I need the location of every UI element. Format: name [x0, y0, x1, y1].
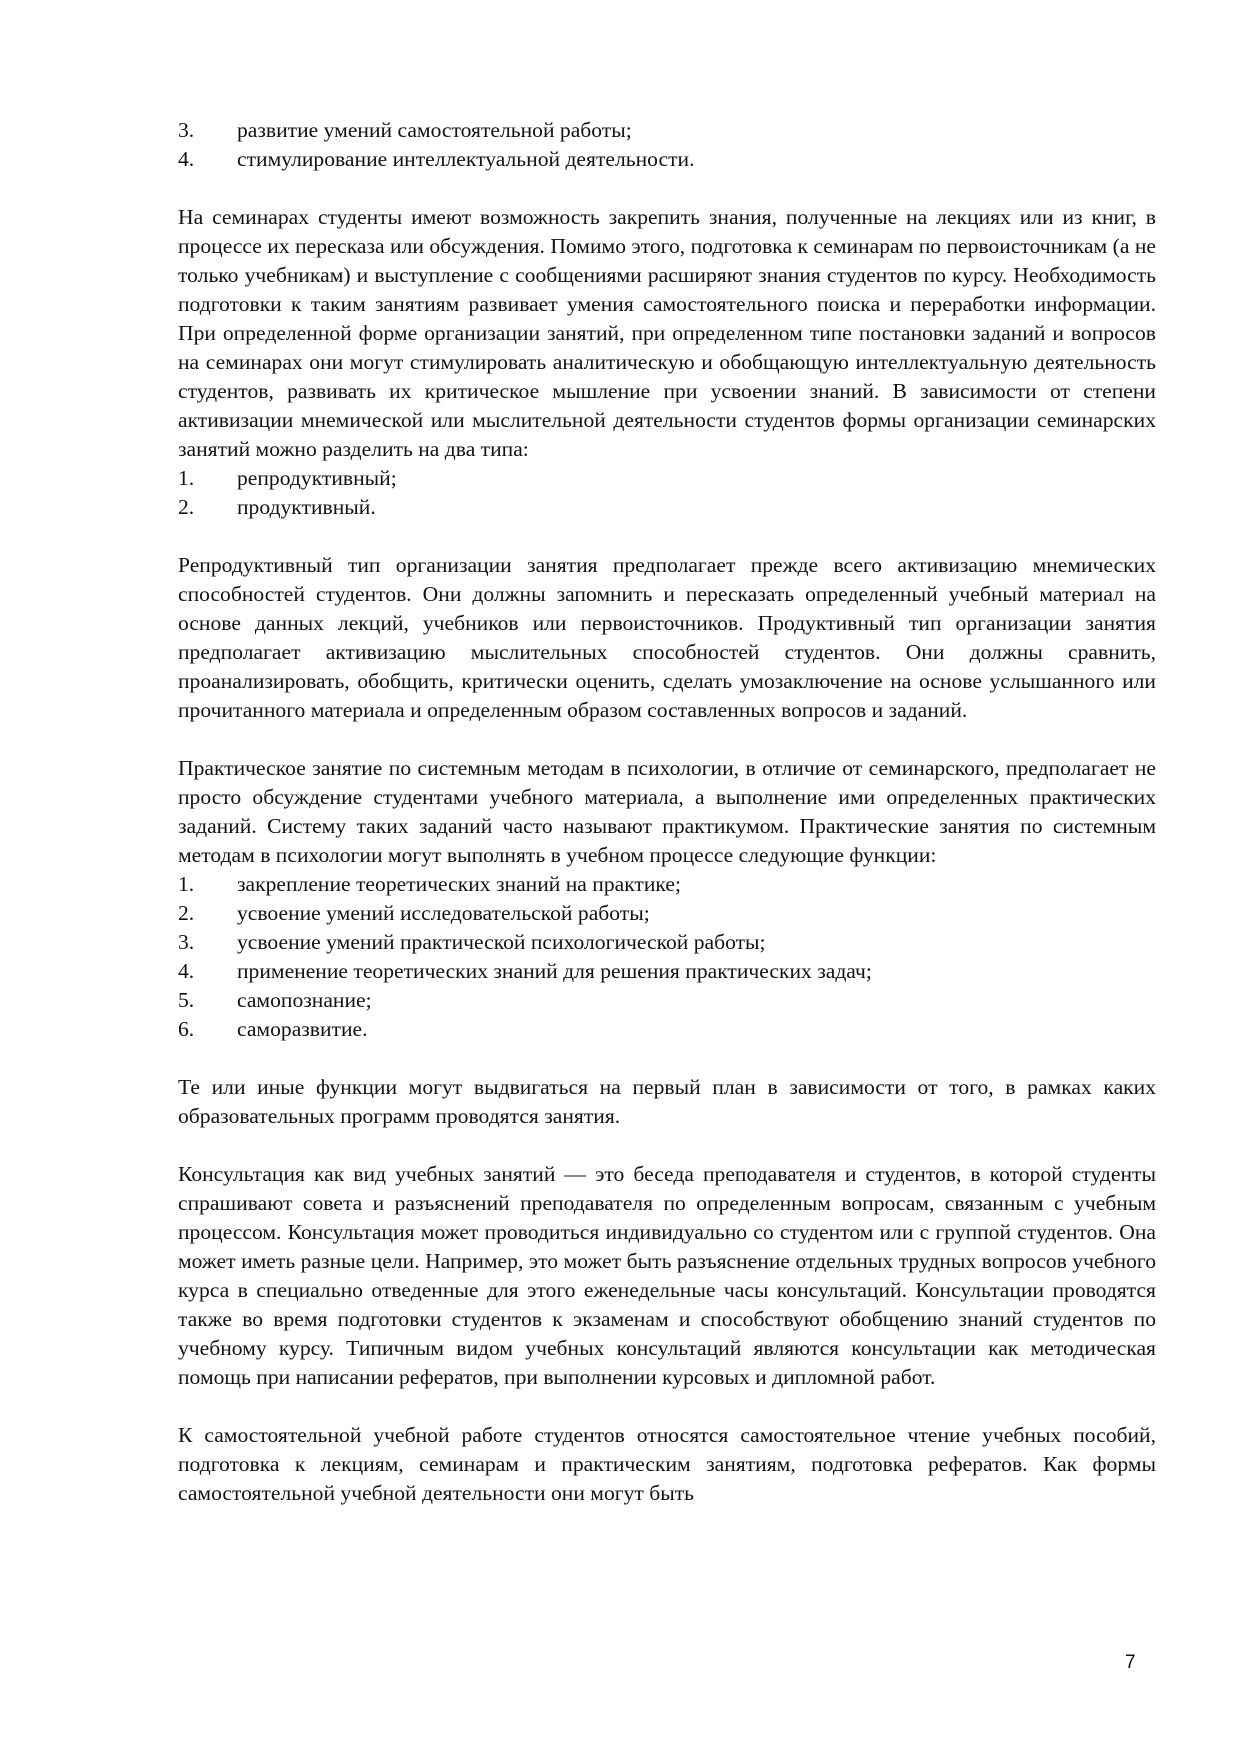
list-item-text: развитие умений самостоятельной работы;: [237, 118, 632, 142]
list-item-number: 2.: [178, 901, 195, 925]
list-item: [178, 928, 1156, 957]
paragraph-reproductive: Репродуктивный тип организации занятия предполагает прежде всего активизацию мнемических способностей студентов. Они должны запомнить и пересказать определенный учебный материал на основе данных лекций, учебников или первоисточников. Продуктивный тип организации занятия предполагает активизацию мыслительных способностей студентов. Они должны сравнить, проанализировать, обобщить, критически оценить, сделать умозаключение на основе услышанного или прочитанного материала и определенным образом составленных вопросов и заданий.: [178, 553, 1156, 722]
list-item: [178, 116, 1156, 145]
list-item-number: 2.: [178, 495, 195, 519]
paragraph-seminars: На семинарах студенты имеют возможность закрепить знания, полученные на лекциях или из книг, в процессе их пересказа или обсуждения. Помимо этого, подготовка к семинарам по первоисточникам (а не только учебникам) и выступление с сообщениями расширяют знания студентов по курсу. Необходимость подготовки к таким занятиям развивает умения самостоятельного поиска и переработки информации. При определенной форме организации занятий, при определенном типе постановки заданий и вопросов на семинарах они могут стимулировать аналитическую и обобщающую интеллектуальную деятельность студентов, развивать их критическое мышление при усвоении знаний. В зависимости от степени активизации мнемической или мыслительной деятельности студентов формы организации семинарских занятий можно разделить на два типа:: [178, 205, 1156, 461]
list-item: [178, 899, 1156, 928]
list-item-number: 1.: [178, 872, 195, 896]
list-item: [178, 870, 1156, 899]
list-item-number: 5.: [178, 988, 195, 1012]
list-item-number: 3.: [178, 118, 195, 142]
list-item-text: усвоение умений практической психологической работы;: [237, 930, 766, 954]
list-top: [178, 116, 1156, 174]
list-item: [178, 464, 1156, 493]
paragraph-practical: Практическое занятие по системным методам в психологии, в отличие от семинарского, предполагает не просто обсуждение студентами учебного материала, а выполнение ими определенных практических заданий. Систему таких заданий часто называют практикумом. Практические занятия по системным методам в психологии могут выполнять в учебном процессе следующие функции:: [178, 756, 1156, 867]
list-item-number: 6.: [178, 1017, 195, 1041]
list-item: [178, 957, 1156, 986]
list-item-text: самопознание;: [237, 988, 372, 1012]
list-functions: [178, 870, 1156, 1044]
list-item-text: репродуктивный;: [237, 466, 397, 490]
list-item-text: закрепление теоретических знаний на практике;: [237, 872, 681, 896]
list-item-text: продуктивный.: [237, 495, 376, 519]
list-item: [178, 145, 1156, 174]
paragraph-independent-work: К самостоятельной учебной работе студентов относятся самостоятельное чтение учебных пособий, подготовка к лекциям, семинарам и практическим занятиям, подготовка рефератов. Как формы самостоятельной учебной деятельности они могут быть: [178, 1423, 1156, 1505]
list-item: [178, 1015, 1156, 1044]
list-item-text: применение теоретических знаний для решения практических задач;: [237, 959, 872, 983]
list-item-number: 4.: [178, 147, 195, 171]
list-item-number: 3.: [178, 930, 195, 954]
paragraph-consultation: Консультация как вид учебных занятий — это беседа преподавателя и студентов, в которой студенты спрашивают совета и разъяснений преподавателя по определенным вопросам, связанным с учебным процессом. Консультация может проводиться индивидуально со студентом или с группой студентов. Она может иметь разные цели. Например, это может быть разъяснение отдельных трудных вопросов учебного курса в специально отведенные для этого еженедельные часы консультаций. Консультации проводятся также во время подготовки студентов к экзаменам и способствуют обобщению знаний студентов по учебному курсу. Типичным видом учебных консультаций являются консультации как методическая помощь при написании рефератов, при выполнении курсовых и дипломной работ.: [178, 1162, 1156, 1389]
list-item: [178, 986, 1156, 1015]
list-seminar-types: [178, 464, 1156, 522]
list-item-text: стимулирование интеллектуальной деятельности.: [237, 147, 695, 171]
list-item: [178, 493, 1156, 522]
list-item-text: усвоение умений исследовательской работы;: [237, 901, 650, 925]
list-item-text: саморазвитие.: [237, 1017, 368, 1041]
paragraph-functions: Те или иные функции могут выдвигаться на первый план в зависимости от того, в рамках каких образовательных программ проводятся занятия.: [178, 1075, 1156, 1128]
page-content: [178, 116, 1156, 1508]
page-number: 7: [1125, 1652, 1136, 1673]
list-item-number: 4.: [178, 959, 195, 983]
list-item-number: 1.: [178, 466, 195, 490]
